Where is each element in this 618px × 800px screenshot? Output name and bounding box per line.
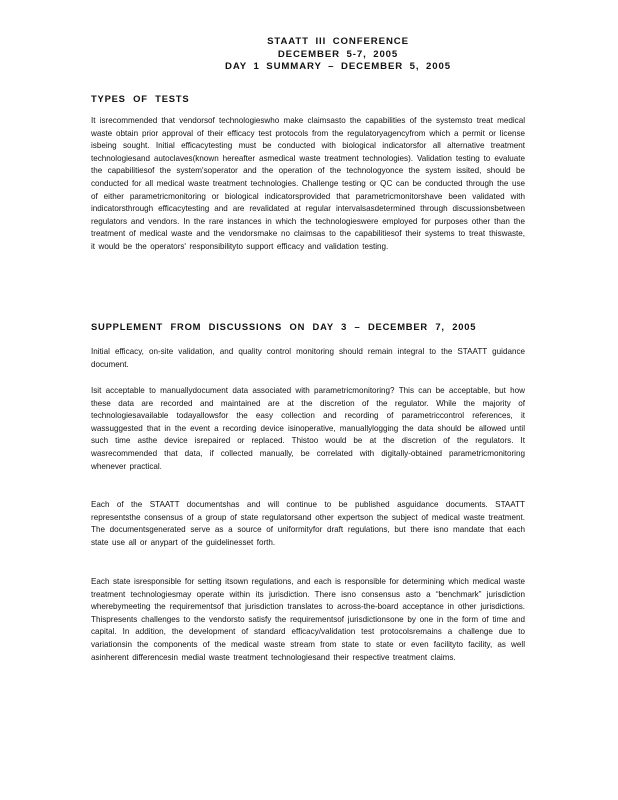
section-heading-types-of-tests: TYPES OF TESTS bbox=[91, 93, 190, 104]
document-header bbox=[141, 36, 535, 74]
paragraph-types-of-tests: It isrecommended that vendorsof technologieswho make claimsasto the capabilities of the systemsto treat medical waste obtain prior approval of their efficacy test protocols from the regulatoryagencyfrom which a permit or license isbeing sought. Initial efficacytesting must be conducted with biological indicatorsfor all alternative treatment technologiesand autoclaves(known hereafter asmedical waste treatment technologies). Validation testing to evaluate the capabilitiesof the system'soperator and the operation of the technologyonce the system issited, should be conducted for all medical waste treatment technologies. Challenge testing or QC can be conducted through the use of either parametricmonitoring or biological indicatorsprovided that parametricmonitorshave been validated with indicatorsthrough efficacytesting and are revalidated at regular intervalsasdetermined through discussionsbetween regulators and vendors. In the rare instances in which the technologieswere employed for purposes other than the treatment of medical waste and the vendorsmake no claimsas to the capabilitiesof their systems to treat thiswaste, it would be the operators' responsibilityto support efficacy and validation testing. bbox=[91, 116, 525, 251]
conference-title: STAATT III CONFERENCE bbox=[267, 36, 409, 47]
conference-dates: DECEMBER 5-7, 2005 bbox=[277, 48, 399, 60]
paragraph-supplement-4: Each state isresponsible for setting itsown regulations, and each is responsible for determining which medical waste treatment technologiesmay operate within its jurisdiction. There isno consensus asto a “benchmark” jurisdiction wherebymeeting the requirementsof that jurisdiction translates to across-the-board acceptance in other jurisdictions. Thispresents challenges to the vendorsto satisfy the requirementsof jurisdictionsone by one in the form of time and capital. In addition, the development of standard efficacy/validation test protocolsremains a challenge due to variationsin the components of the medical waste stream from state to state or even facilityto facility, as well asinherent differencesin medial waste treatment technologiesand their respective treatment claims. bbox=[91, 577, 525, 662]
paragraph-supplement-3: Each of the STAATT documentshas and will continue to be published asguidance documents. STAATT representsthe consensus of a group of state regulatorsand other expertson the subject of medical waste treatment. The documentsgenerated serve as a source of uniformityfor draft regulations, but there isno mandate that each state use all or anypart of the guidelinesset forth. bbox=[91, 500, 525, 547]
summary-title: DAY 1 SUMMARY – DECEMBER 5, 2005 bbox=[225, 61, 451, 72]
section-heading-supplement: SUPPLEMENT FROM DISCUSSIONS ON DAY 3 – DECEMBER 7, 2005 bbox=[91, 321, 477, 332]
paragraph-supplement-1: Initial efficacy, on-site validation, and quality control monitoring should remain integral to the STAATT guidance document. bbox=[91, 347, 525, 369]
document-page bbox=[91, 36, 525, 74]
paragraph-supplement-2: Isit acceptable to manuallydocument data associated with parametricmonitoring? This can be acceptable, but how these data are recorded and maintained are at the discretion of the regulator. While the majority of technologiesavailable todayallowsfor the easy collection and recording of parametriccontrol references, it wassuggested that in the event a recording device isinoperative, manuallylogging the data should be allowed until such time asthe device isrepaired or replaced. Thistoo would be at the discretion of the regulators. It wasrecommended that data, if collected manually, be correlated with digitally-obtained parametricmonitoring whenever practical. bbox=[91, 386, 525, 471]
